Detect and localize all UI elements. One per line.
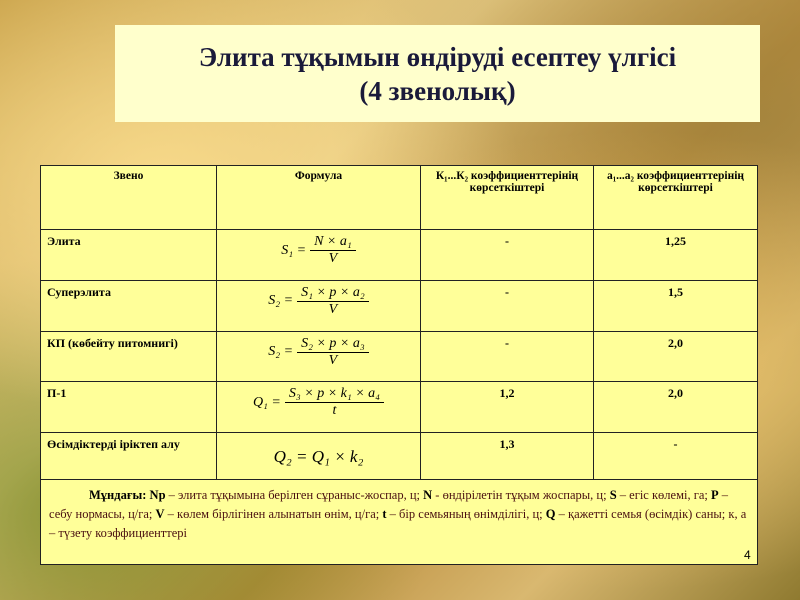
table-row [41, 433, 758, 480]
a-value: 2,0 [594, 382, 758, 433]
table-row [41, 382, 758, 433]
table-row [41, 331, 758, 382]
row-name: Суперэлита [41, 280, 217, 331]
title-line-1: Элита тұқымын өндіруді есептеу үлгісі [198, 41, 677, 72]
page-number: 4 [744, 548, 751, 562]
header-a: а₁...а₂ коэффициенттерінің көрсеткіштері [594, 166, 758, 230]
slide-title [115, 25, 760, 122]
formula: S₂ = $\frac{\text{S₂ × p × a₃}}{V}$ [223, 336, 414, 369]
row-name: КП (көбейту питомнигі) [41, 331, 217, 382]
k-value: 1,3 [421, 433, 594, 480]
a-value: 1,5 [594, 280, 758, 331]
header-zveno: Звено [41, 166, 217, 230]
a-value: 2,0 [594, 331, 758, 382]
a-value: - [594, 433, 758, 480]
k-value: - [421, 280, 594, 331]
a-value: 1,25 [594, 230, 758, 281]
k-value: - [421, 230, 594, 281]
note-row [41, 480, 758, 565]
formula: S₂ = $\frac{\text{S₁ × p × a₂}}{V}$ [223, 285, 414, 318]
formula: S₁ = $\frac{\text{N × a₁}}{V}$ [223, 234, 414, 267]
row-name: Элита [41, 230, 217, 281]
k-value: - [421, 331, 594, 382]
legend-note: Мұндағы: Nр – элита тұқымына берілген сұраныс-жоспар, ц; N - өндірілетін тұқым жоспары, ц; S – егіс көлемі, га; Р – себу нормасы, ц/га; V – көлем бірлігінен алынатын өнім, ц/га; t – бір семьяның өнімділігі, ц; Q – қажетті семья (өсімдік) саны; к, а – түзету коэффициенттері [41, 480, 758, 565]
row-name: Өсімдіктерді іріктеп алу [41, 433, 217, 480]
table-row [41, 230, 758, 281]
k-value: 1,2 [421, 382, 594, 433]
table-row [41, 280, 758, 331]
title-line-2: (4 звенолық) [359, 75, 516, 106]
header-k: К₁...К₂ коэффициенттерінің көрсеткіштері [421, 166, 594, 230]
formula: Q₂ = Q₁ × k₂ [273, 447, 364, 467]
row-name: П-1 [41, 382, 217, 433]
formula: Q₁ = $\frac{\text{S₃ × p × k₁ × a₄}}{t}$ [223, 386, 414, 419]
header-formula: Формула [217, 166, 421, 230]
table-header [41, 166, 758, 230]
seed-calculation-table [40, 165, 758, 565]
